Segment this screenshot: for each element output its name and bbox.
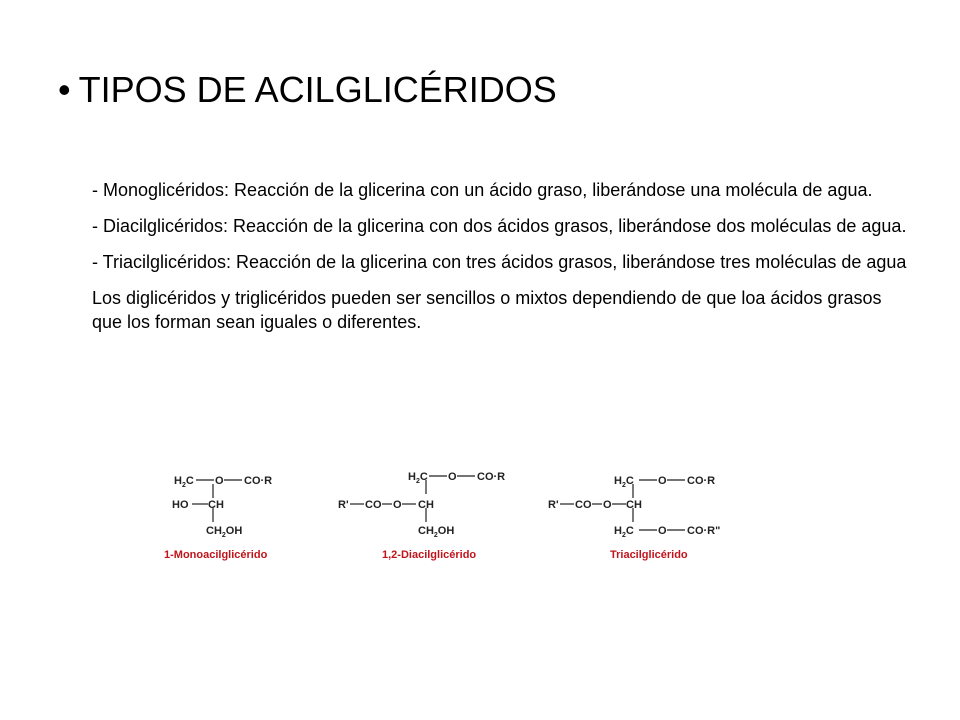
diacylglyceride-caption: 1,2-Diacilglicérido (382, 549, 477, 561)
ch2oh-sub: 2 (433, 532, 438, 539)
svg-text:CH2OH (418, 525, 454, 539)
acyl-label: CO·R (244, 475, 273, 487)
paragraph-monogliceridos: - Monoglicéridos: Reacción de la glicerina con un ácido graso, liberándose una molécula de agua. (92, 180, 873, 200)
h2c-h: H (614, 525, 622, 537)
slide-title (58, 66, 557, 114)
svg-text:H2C (614, 525, 634, 539)
ch2oh-ch: CH (206, 525, 222, 537)
svg-text:H2C (174, 475, 194, 489)
oxygen-label: O (215, 475, 224, 487)
ch2oh-sub: 2 (221, 532, 226, 539)
triacylglyceride-caption: Triacilglicérido (610, 549, 688, 561)
ch2oh-oh: OH (225, 525, 243, 537)
svg-text:H2C (408, 471, 428, 485)
oxygen-label: O (658, 475, 667, 487)
svg-text:H2C (614, 475, 634, 489)
triacylglyceride-structure (548, 475, 720, 561)
oxygen-label: O (448, 471, 457, 483)
h2c-c: C (185, 475, 194, 487)
h2c-sub: 2 (621, 482, 626, 489)
slide-body (92, 178, 912, 346)
co-label: CO (365, 499, 382, 511)
hydroxyl-label: HO (172, 499, 189, 511)
h2c-c: C (419, 471, 428, 483)
acyl-label: CO·R (687, 475, 716, 487)
ch-label: CH (626, 499, 642, 511)
h2c-c: C (625, 475, 634, 487)
h2c-h: H (614, 475, 622, 487)
h2c-sub: 2 (415, 478, 420, 485)
h2c-h: H (174, 475, 182, 487)
acylglyceride-structures-figure (160, 462, 760, 572)
h2c-sub: 2 (621, 532, 626, 539)
acyl-label: CO·R (477, 471, 506, 483)
diacylglyceride-structure (338, 471, 505, 561)
title-text: TIPOS DE ACILGLICÉRIDOS (78, 69, 557, 110)
monoacylglyceride-structure (164, 475, 272, 561)
h2c-c: C (625, 525, 634, 537)
oxygen-label: O (393, 499, 402, 511)
ch2oh-oh: OH (437, 525, 455, 537)
paragraph-diacilgliceridos: - Diacilglicéridos: Reacción de la glicerina con dos ácidos grasos, liberándose dos moléculas de agua. (92, 216, 907, 236)
ch-label: CH (418, 499, 434, 511)
structures-svg (160, 462, 760, 572)
oxygen-label: O (658, 525, 667, 537)
svg-text:CH2OH (206, 525, 242, 539)
co-label: CO (575, 499, 592, 511)
r-prime-label: R' (338, 499, 349, 511)
acyl-label: CO·R" (687, 525, 721, 537)
h2c-h: H (408, 471, 416, 483)
paragraph-triacilgliceridos: - Triacilglicéridos: Reacción de la glicerina con tres ácidos grasos, liberándose tres moléculas de agua (92, 252, 907, 272)
h2c-sub: 2 (181, 482, 186, 489)
title-bullet: • (58, 69, 71, 110)
ch2oh-ch: CH (418, 525, 434, 537)
ch-label: CH (208, 499, 224, 511)
oxygen-label: O (603, 499, 612, 511)
r-prime-label: R' (548, 499, 559, 511)
monoacylglyceride-caption: 1-Monoacilglicérido (164, 549, 268, 561)
paragraph-sencillos-mixtos: Los diglicéridos y triglicéridos pueden ser sencillos o mixtos dependiendo de que loa ácidos grasos que los forman sean iguales o diferentes. (92, 288, 882, 332)
